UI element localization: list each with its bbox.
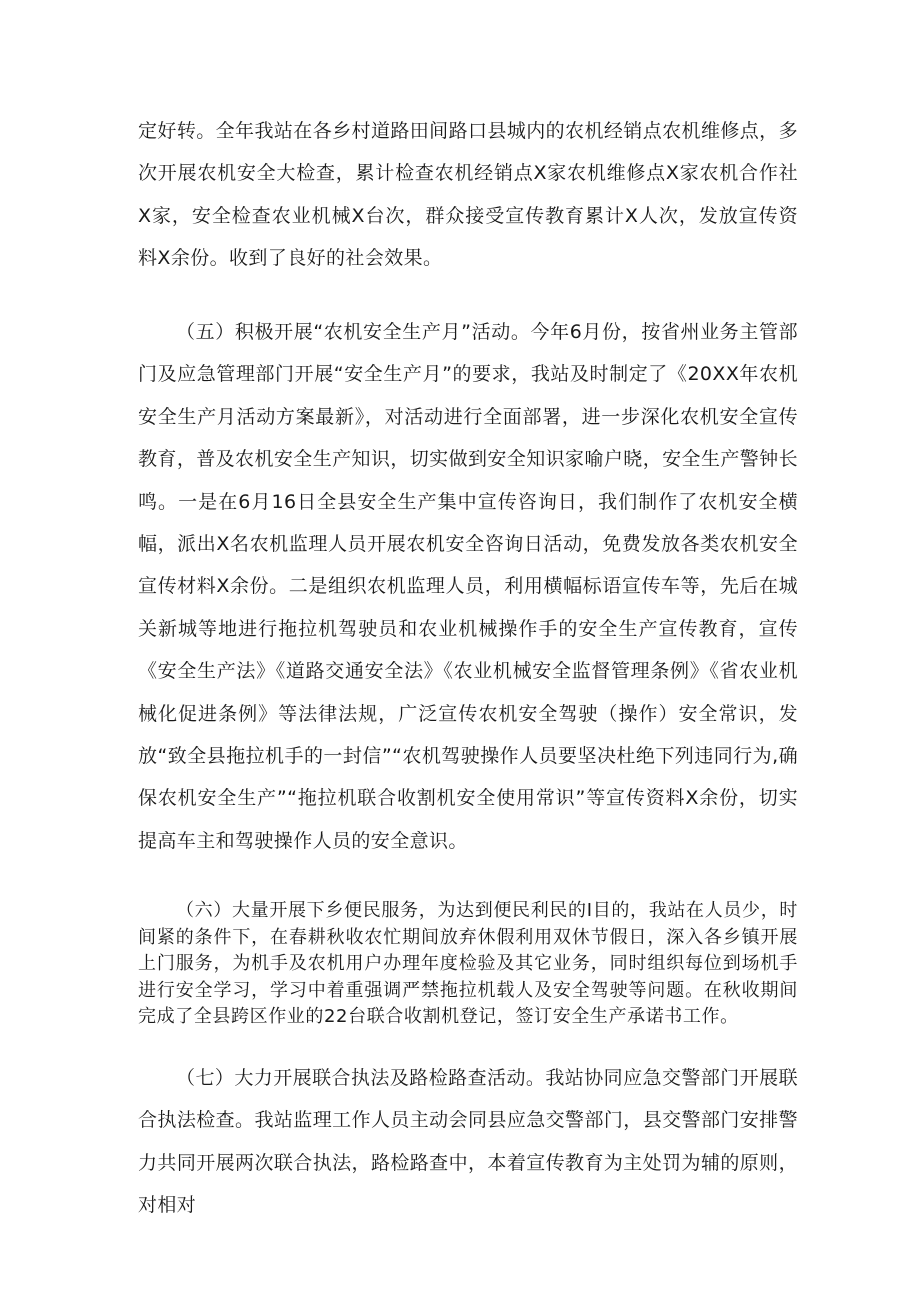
paragraph-joint-enforcement: （七）大力开展联合执法及路检路查活动。我站协同应急交警部门开展联合执法检查。我站监理工作人员主动会同县应急交警部门，县交警部门安排警力共同开展两次联合执法，路检路查中，本着宣传教育为主处罚为辅的原则，对相对 — [138, 1067, 798, 1217]
paragraph-rural-service: （六）大量开展下乡便民服务，为达到便民利民的I目的，我站在人员少，时间紧的条件下，在春耕秋收农忙期间放弃休假利用双休节假日，深入各乡镇开展上门服务，为机手及农机用户办理年度检验及其它业务，同时组织每位到场机手进行安全学习，学习中着重强调严禁拖拉机载人及安全驾驶等问题。在秋收期间完成了全县跨区作业的22台联合收割机登记，签订安全生产承诺书工作。 — [138, 900, 798, 1027]
paragraph-safety-month: （五）积极开展“农机安全生产月”活动。今年6月份，按省州业务主管部门及应急管理部门开展“安全生产月”的要求，我站及时制定了《20XX年农机安全生产月活动方案最新》，对活动进行全面部署，进一步深化农机安全宣传教育，普及农机安全生产知识，切实做到安全知识家喻户晓，安全生产警钟长鸣。一是在6月16日全县安全生产集中宣传咨询日，我们制作了农机安全横幅，派出X名农机监理人员开展农机安全咨询日活动，免费发放各类农机安全宣传材料X余份。二是组织农机监理人员，利用横幅标语宣传车等，先后在城关新城等地进行拖拉机驾驶员和农业机械操作手的安全生产宣传教育，宣传《安全生产法》《道路交通安全法》《农业机械安全监督管理条例》《省农业机械化促进条例》等法律法规，广泛宣传农机安全驾驶（操作）安全常识，发放“致全县拖拉机手的一封信”“农机驾驶操作人员要坚决杜绝下列违同行为,确保农机安全生产”“拖拉机联合收割机安全使用常识”等宣传资料X余份，切实提高车主和驾驶操作人员的安全意识。 — [138, 321, 798, 852]
paragraph-safety-inspection: 定好转。全年我站在各乡村道路田间路口县城内的农机经销点农机维修点，多次开展农机安全大检查，累计检查农机经销点X家农机维修点X家农机合作社X家，安全检查农业机械X台次，群众接受宣传教育累计X人次，发放宣传资料X余份。收到了良好的社会效果。 — [138, 120, 798, 270]
